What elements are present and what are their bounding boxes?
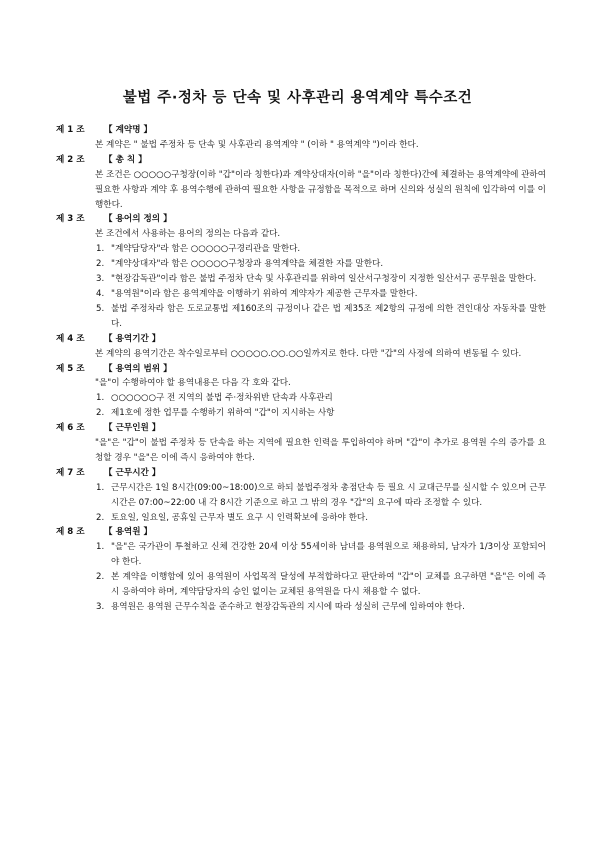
article-title: 【 용역기간 】 <box>104 333 161 344</box>
list-item-number: 1. <box>96 542 105 553</box>
list-item-number: 4. <box>96 288 105 299</box>
article-heading <box>56 466 546 481</box>
article-number: 제 6 조 <box>56 423 85 434</box>
article-number: 제 7 조 <box>56 467 85 478</box>
list-item-text: 근무시간은 1일 8시간(09:00~18:00)으로 하되 불법주정차 총점단속 등 필요 시 교대근무를 실시할 수 있으며 근무시간은 07:00~22:00 내 각 8시간 기준으로 하고 그 밖의 경우 "갑"의 요구에 따라 조정할 수 있다. <box>111 482 546 508</box>
article-heading <box>56 212 546 227</box>
list-item-number: 2. <box>96 259 105 270</box>
list-item <box>56 257 546 272</box>
list-item-text: 토요일, 일요일, 공휴일 근무자 별도 요구 시 인력확보에 응하야 한다. <box>111 512 368 523</box>
document-body <box>56 123 546 615</box>
article-paragraph: 본 계약은 " 불법 주정차 등 단속 및 사후관리 용역계약 " (이하 " 용역계약 ")이라 한다. <box>95 139 419 150</box>
list-item-text: "계약상대자"라 함은 ○○○○○구청장과 용역계약을 체결한 자를 말한다. <box>111 259 384 270</box>
article-heading <box>56 123 546 138</box>
article-2 <box>56 153 546 213</box>
list-item-text: 본 계약을 이행함에 있어 용역원이 사업목적 달성에 부적합하다고 판단하여 "갑"이 교체를 요구하면 "을"은 이에 즉시 응하여야 하며, 계약담당자의 승인 없이는 교체된 용역원을 다시 채용할 수 없다. <box>111 572 546 598</box>
article-title: 【 총 칙 】 <box>104 154 147 165</box>
article-5 <box>56 362 546 422</box>
article-heading <box>56 332 546 347</box>
article-paragraph: "을"이 수행하여야 할 용역내용은 다음 각 호와 같다. <box>95 378 291 389</box>
list-item <box>56 242 546 257</box>
list-item-number: 1. <box>96 482 105 493</box>
article-8 <box>56 525 546 614</box>
article-number: 제 3 조 <box>56 214 85 225</box>
article-number: 제 8 조 <box>56 527 85 538</box>
list-item <box>56 391 546 406</box>
list-item <box>56 570 546 600</box>
article-heading <box>56 525 546 540</box>
article-4 <box>56 332 546 362</box>
article-paragraph: 본 계약의 용역기간은 착수일로부터 ○○○○○.○○.○○일까지로 한다. 다만 "갑"의 사정에 의하여 변동될 수 있다. <box>95 348 522 359</box>
article-number: 제 1 조 <box>56 125 85 135</box>
list-item <box>56 600 546 615</box>
article-number: 제 5 조 <box>56 363 85 374</box>
list-item-text: "을"은 국가관이 투철하고 신체 건강한 20세 이상 55세이하 남녀를 용역원으로 채용하되, 남자가 1/3이상 포함되어야 한다. <box>111 542 546 568</box>
list-item-number: 5. <box>96 303 105 314</box>
article-paragraph: 본 조건은 ○○○○○구청장(이하 "갑"이라 칭한다)과 계약상대자(이하 "을"이라 칭한다)간에 체결하는 용역계약에 관하여 필요한 사항과 계약 후 용역수행에 관하여 필요한 사항을 규정함을 목적으로 하며 신의와 성실의 원칙에 입각하여 이를 이행한다. <box>95 169 547 210</box>
article-number: 제 4 조 <box>56 333 85 344</box>
list-item-text: "현장감독관"이라 함은 불법 주정차 단속 및 사후관리를 위하여 일산서구청장이 지정한 일산서구 공무원을 말한다. <box>111 274 537 285</box>
article-1 <box>56 123 546 153</box>
article-title: 【 근무시간 】 <box>104 467 161 478</box>
article-paragraph: 본 조건에서 사용하는 용어의 정의는 다음과 같다. <box>95 229 281 240</box>
list-item <box>56 406 546 421</box>
list-item-text: "계약담당자"라 함은 ○○○○○구경리관을 말한다. <box>111 244 301 255</box>
list-item-number: 1. <box>96 244 105 255</box>
list-item-number: 2. <box>96 572 105 583</box>
list-item-number: 3. <box>96 602 105 612</box>
article-6 <box>56 421 546 466</box>
article-title: 【 계약명 】 <box>104 125 153 135</box>
list-item <box>56 511 546 526</box>
article-heading <box>56 421 546 436</box>
article-title: 【 근무인원 】 <box>104 423 161 434</box>
list-item <box>56 272 546 287</box>
article-heading <box>56 153 546 168</box>
article-3 <box>56 212 546 331</box>
article-title: 【 용어의 정의 】 <box>104 214 172 225</box>
article-number: 제 2 조 <box>56 154 85 165</box>
article-paragraph: "을"은 "갑"이 불법 주정차 등 단속을 하는 지역에 필요한 인력을 투입하여야 하며 "갑"이 추가로 용역원 수의 증가를 요청할 경우 "을"은 이에 즉시 응하여야 한다. <box>95 438 546 463</box>
list-item-text: 불법 주정차라 함은 도로교통법 제160조의 규정이나 같은 법 제35조 제2항의 규정에 의한 견인대상 자동차를 말한다. <box>111 303 546 329</box>
article-7 <box>56 466 546 526</box>
article-title: 【 용역의 범위 】 <box>104 363 172 374</box>
list-item-text: "용역원"이라 함은 용역계약을 이행하기 위하여 계약자가 제공한 근무자를 말한다. <box>111 288 418 299</box>
document-title: 불법 주·정차 등 단속 및 사후관리 용역계약 특수조건 <box>122 90 473 106</box>
list-item <box>56 287 546 302</box>
article-heading <box>56 362 546 377</box>
list-item-text: ○○○○○○구 전 지역의 불법 주·정차위반 단속과 사후관리 <box>111 393 333 404</box>
list-item-text: 제1호에 정한 업무를 수행하기 위하여 "갑"이 지시하는 사항 <box>111 408 335 419</box>
article-title: 【 용역원 】 <box>104 527 153 538</box>
list-item-number: 3. <box>96 274 105 285</box>
list-item <box>56 302 546 332</box>
list-item-number: 2. <box>96 408 105 419</box>
list-item-number: 2. <box>96 512 105 523</box>
list-item-number: 1. <box>96 393 105 404</box>
list-item <box>56 481 546 511</box>
list-item <box>56 540 546 570</box>
list-item-text: 용역원은 용역원 근무수칙을 준수하고 현장감독관의 지시에 따라 성실히 근무에 임하여야 한다. <box>111 602 465 612</box>
